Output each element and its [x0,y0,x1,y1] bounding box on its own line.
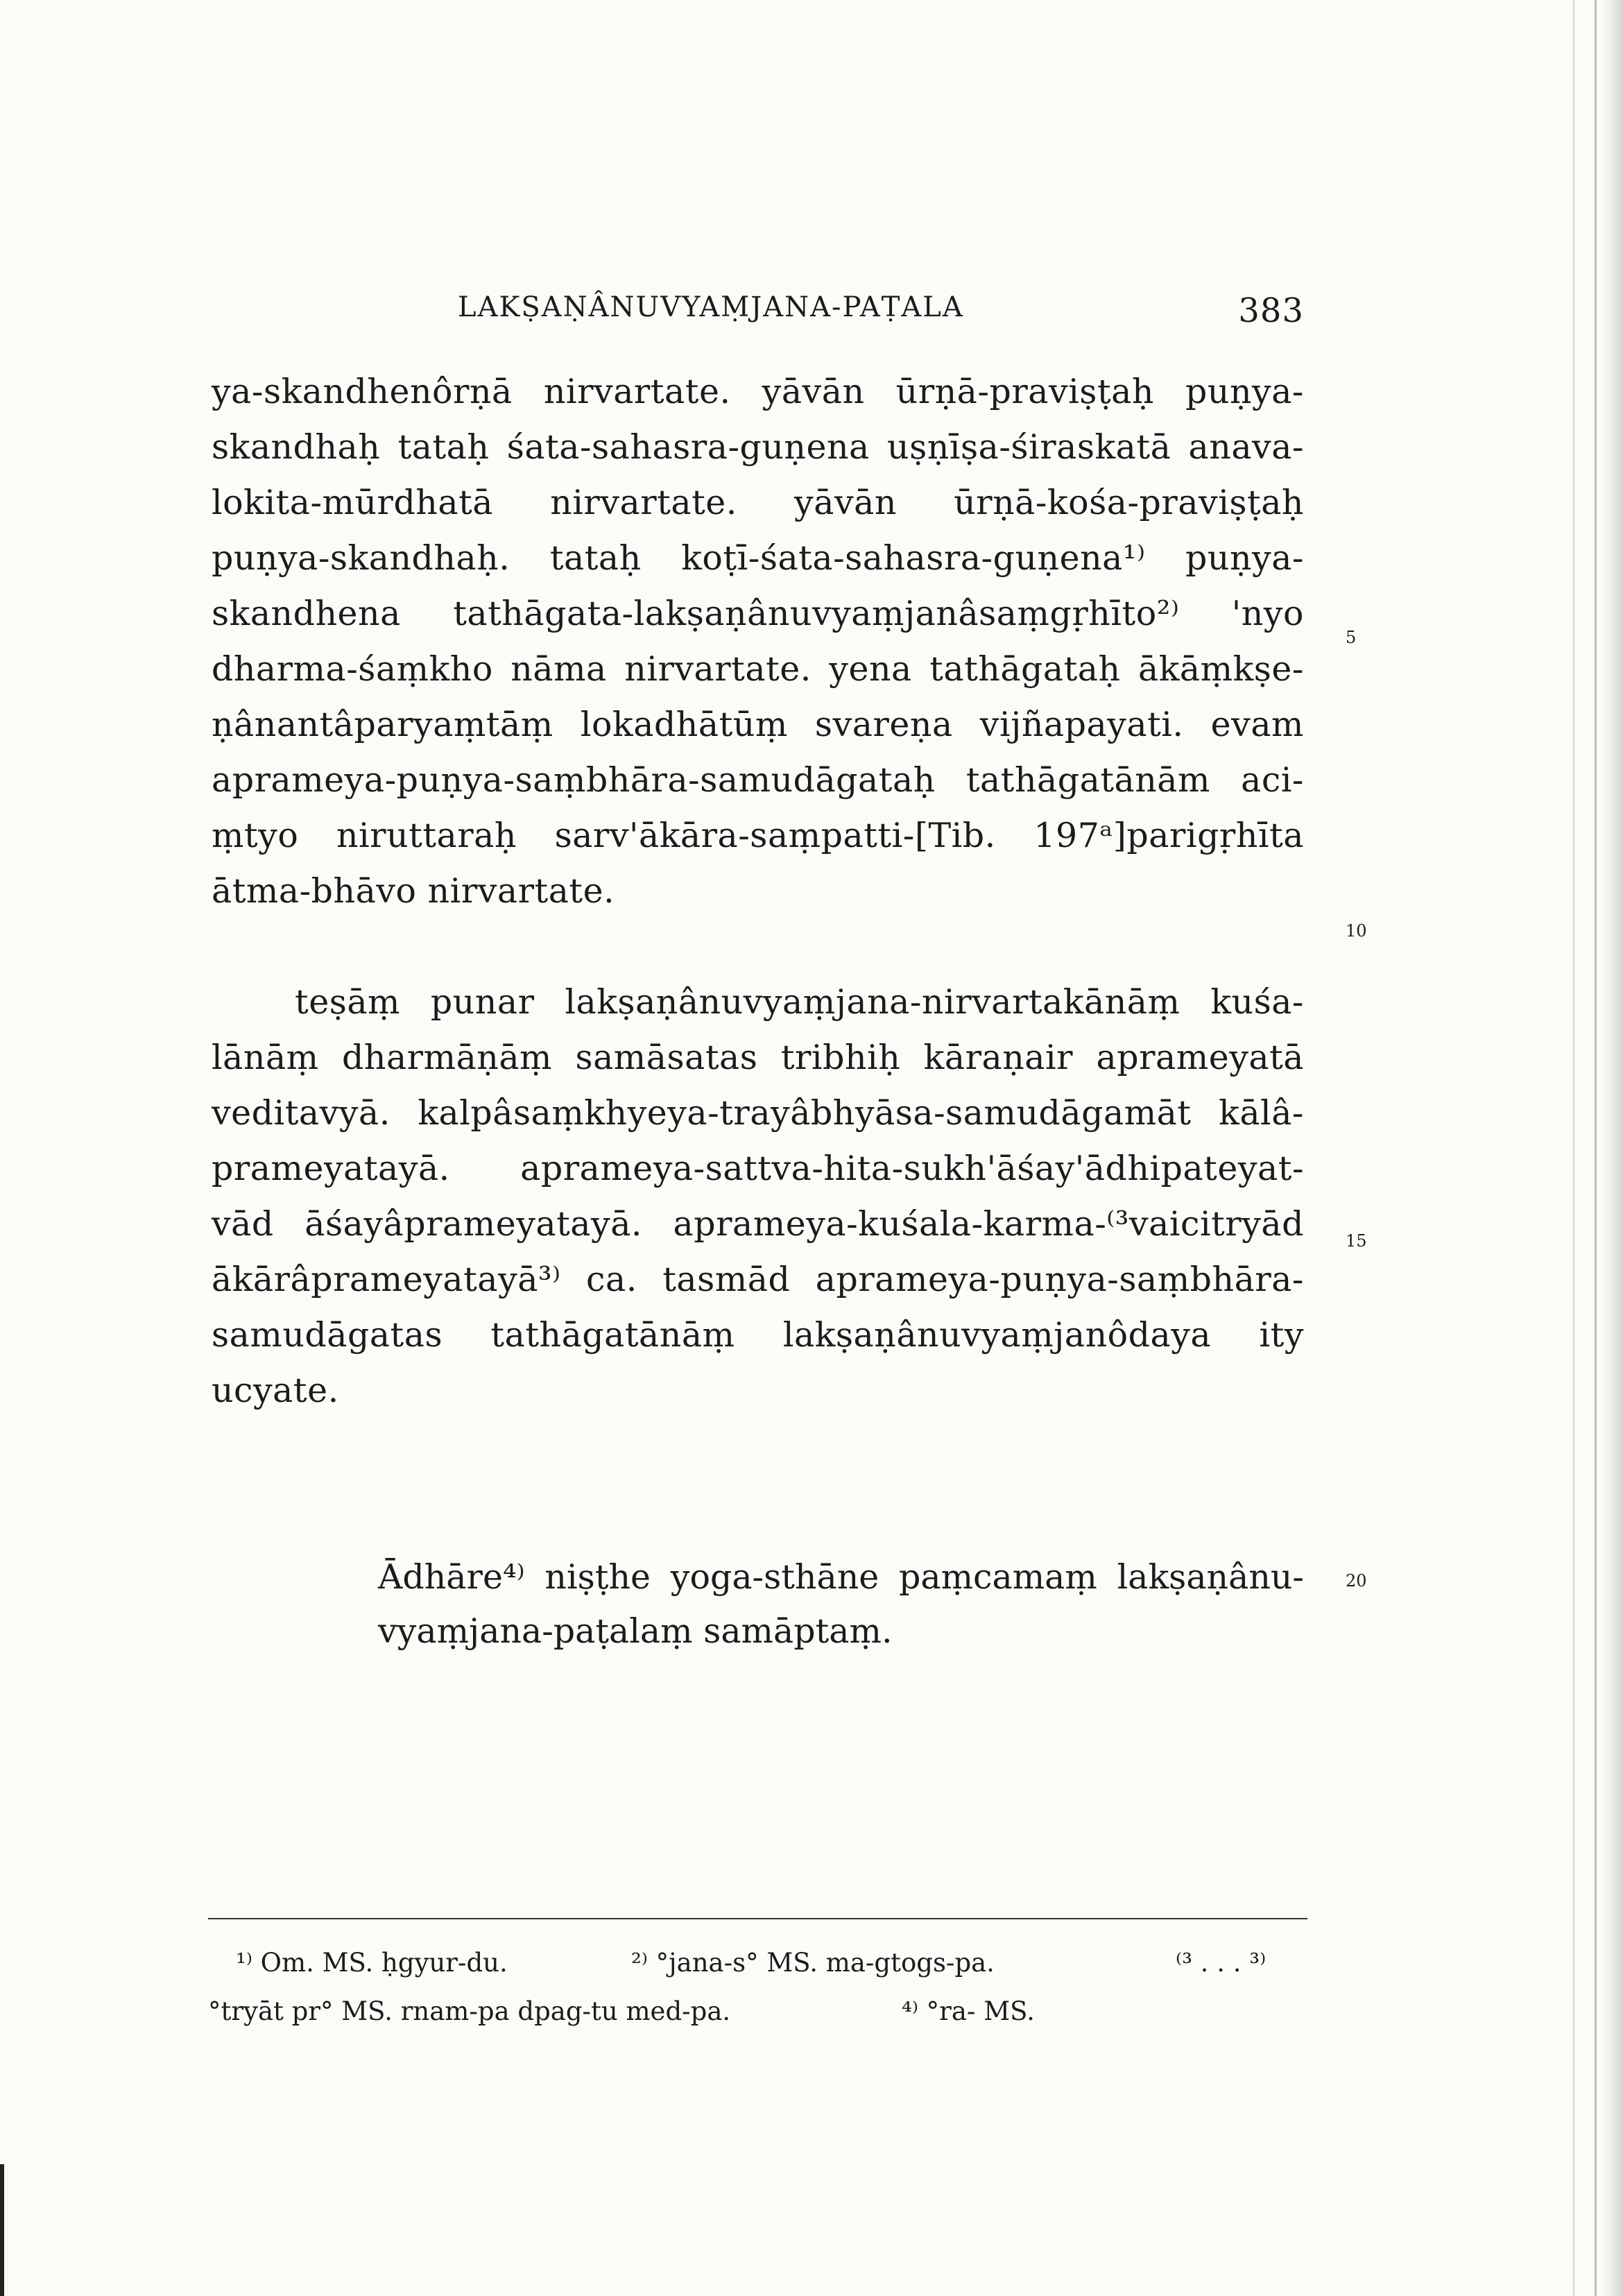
text-line: lānāṃ dharmāṇāṃ samāsatas tribhiḥ kāraṇair aprameyatā [212,1038,1304,1077]
paragraph-1 [212,364,1304,919]
page-edge-line [1573,0,1574,2296]
text-line: Ādhāre⁴⁾ niṣṭhe yoga-sthāne paṃcamaṃ lakṣaṇânu- [378,1557,1304,1597]
text-line: ya-skandhenôrṇā nirvartate. yāvān ūrṇā-praviṣṭaḥ puṇya- [212,372,1304,411]
text-line: skandhaḥ tataḥ śata-sahasra-guṇena uṣṇīṣa-śiraskatā anava- [212,427,1304,467]
footnote-3-marker: ⁽³ . . . ³⁾ [1176,1948,1266,1978]
line-number: 5 [1346,628,1357,647]
footnote-2: ²⁾ °jana-s° MS. ma-gtogs-pa. [631,1948,995,1978]
text-line: vād āśayâprameyatayā. aprameya-kuśala-karma-⁽³vaicitryād [212,1204,1304,1244]
text-line: ucyate. [212,1371,339,1410]
footnote-line [208,1987,1311,2036]
text-line: lokita-mūrdhatā nirvartate. yāvān ūrṇā-kośa-praviṣṭaḥ [212,483,1304,522]
footnote-rule [208,1918,1307,1919]
text-line: ātma-bhāvo nirvartate. [212,871,615,911]
text-line: aprameya-puṇya-saṃbhāra-samudāgataḥ tathāgatānām aci- [212,760,1304,800]
text-line: prameyatayā. aprameya-sattva-hita-sukh'āśay'ādhipateyat- [212,1149,1304,1188]
footnote-1: ¹⁾ Om. MS. ḥgyur-du. [236,1948,508,1978]
text-line: ākārâprameyatayā³⁾ ca. tasmād aprameya-puṇya-saṃbhāra- [212,1260,1304,1299]
text-line: puṇya-skandhaḥ. tataḥ koṭī-śata-sahasra-guṇena¹⁾ puṇya- [212,538,1304,578]
text-line: ṃtyo niruttaraḥ sarv'ākāra-saṃpatti-[Tib. 197ᵃ]parigṛhīta [212,816,1304,855]
text-line: skandhena tathāgata-lakṣaṇânuvyaṃjanâsaṃgṛhīto²⁾ 'nyo [212,594,1304,633]
footnote-line [208,1939,1311,1987]
line-number: 15 [1346,1231,1367,1251]
text-line: teṣāṃ punar lakṣaṇânuvyaṃjana-nirvartakānāṃ kuśa- [295,982,1304,1022]
footnotes [208,1939,1311,2036]
page-edge-right [1599,0,1623,2296]
text-line: vyaṃjana-paṭalaṃ samāptaṃ. [378,1611,893,1651]
colophon [378,1550,1304,1659]
text-line: dharma-śaṃkho nāma nirvartate. yena tathāgataḥ ākāṃkṣe- [212,649,1304,689]
text-line: samudāgatas tathāgatānāṃ lakṣaṇânuvyaṃjanôdaya ity [212,1315,1304,1355]
footnote-4: ⁴⁾ °ra- MS. [902,1996,1035,2026]
paragraph-2 [212,975,1304,1419]
text-line: veditavyā. kalpâsaṃkhyeya-trayâbhyāsa-samudāgamāt kālâ- [212,1093,1304,1133]
page-edge-line [1595,0,1597,2296]
chapter-title: LAKṢAṆÂNUVYAṂJANA-PAṬALA [458,291,964,323]
footnote-3: °tryāt pr° MS. rnam-pa dpag-tu med-pa. [208,1996,731,2026]
page-number: 383 [1238,291,1304,330]
line-number: 10 [1346,921,1367,941]
page-edge-left [0,2164,4,2296]
running-head [458,291,1304,340]
line-number: 20 [1346,1571,1367,1591]
text-line: ṇânantâparyaṃtāṃ lokadhātūṃ svareṇa vijñapayati. evam [212,705,1304,744]
